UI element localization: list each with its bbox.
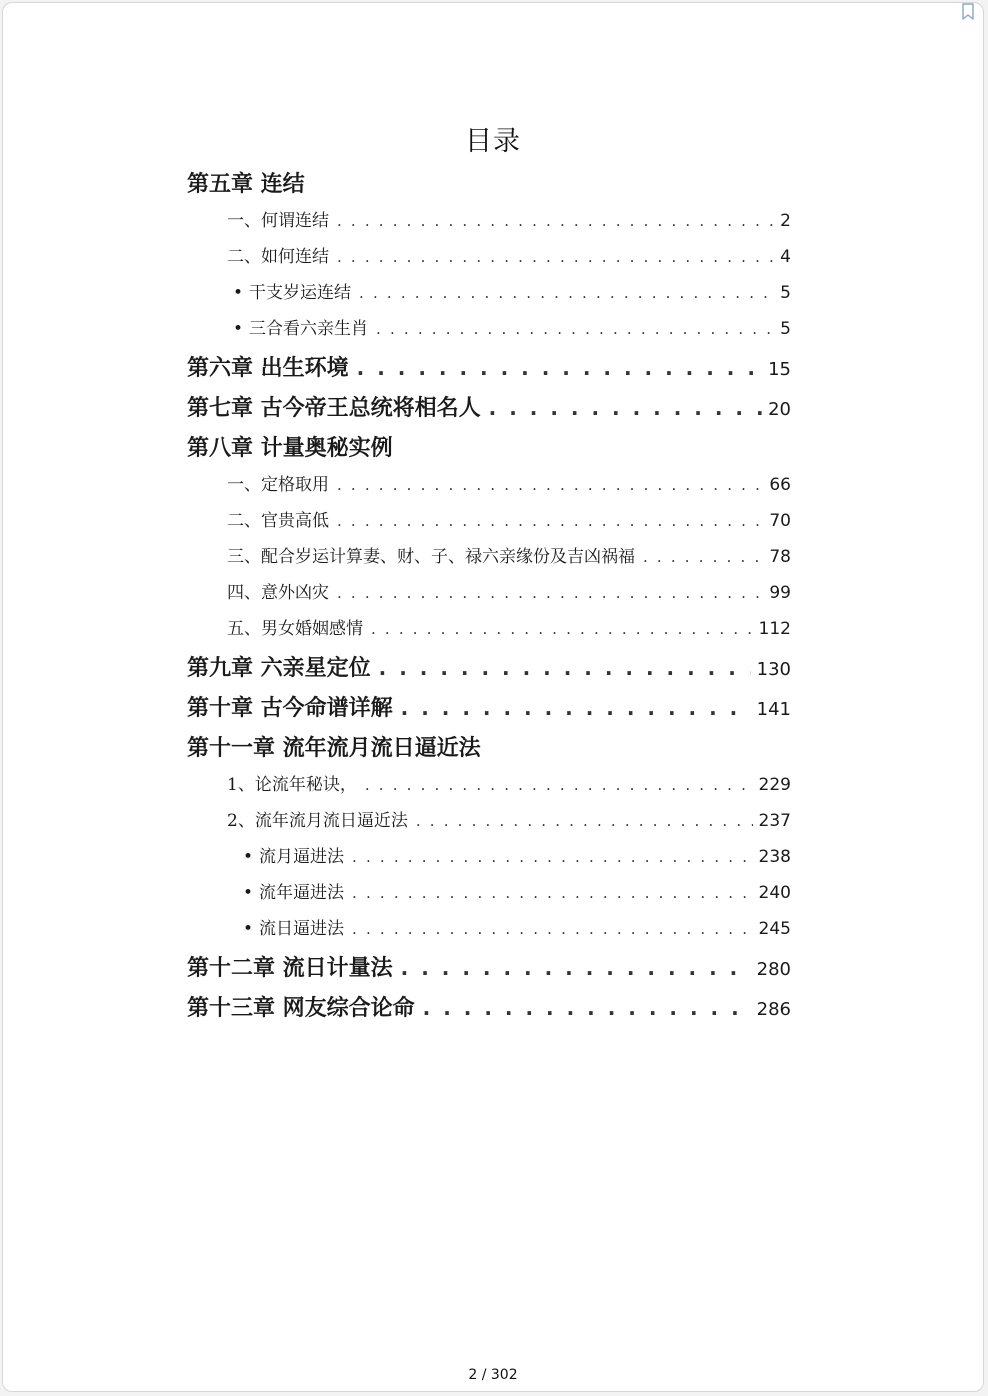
toc-page-number: 130 bbox=[756, 659, 791, 680]
toc-chapter[interactable] bbox=[187, 431, 791, 462]
toc-entry-text: 四、意外凶灾 bbox=[227, 583, 329, 603]
toc-entry-label bbox=[187, 351, 349, 382]
toc-page-number: 15 bbox=[768, 359, 791, 380]
dot-leader bbox=[337, 248, 774, 266]
toc-page-number: 141 bbox=[756, 699, 791, 720]
toc-entry-label bbox=[227, 542, 635, 567]
toc-entry-label bbox=[187, 691, 393, 722]
toc-entry-text: 二、如何连结 bbox=[227, 247, 329, 267]
toc-entry-text: 第五章 连结 bbox=[187, 172, 305, 197]
dot-leader bbox=[337, 212, 774, 230]
toc-page-number: 245 bbox=[758, 919, 791, 939]
bullet-icon: • bbox=[243, 847, 254, 867]
toc-entry-label bbox=[243, 914, 344, 939]
toc-entry-text: 一、定格取用 bbox=[227, 475, 329, 495]
toc-entry-text: 第六章 出生环境 bbox=[187, 356, 349, 381]
bookmark-icon[interactable] bbox=[961, 3, 975, 21]
dot-leader bbox=[423, 996, 751, 1020]
toc-entry-text: 一、何谓连结 bbox=[227, 211, 329, 231]
toc-entry-label bbox=[227, 614, 363, 639]
toc-entry-label bbox=[243, 878, 344, 903]
toc-page-number: 229 bbox=[758, 775, 791, 795]
toc-chapter[interactable] bbox=[187, 391, 791, 422]
dot-leader bbox=[376, 320, 774, 338]
toc-chapter[interactable] bbox=[187, 691, 791, 722]
toc-subitem[interactable] bbox=[233, 314, 791, 339]
toc-page-number: 66 bbox=[769, 475, 791, 495]
toc-entry-text: 第十二章 流日计量法 bbox=[187, 956, 393, 981]
toc-section[interactable] bbox=[227, 806, 791, 831]
toc-entry-label bbox=[227, 770, 357, 795]
dot-leader bbox=[352, 884, 753, 902]
toc-page-number: 78 bbox=[769, 547, 791, 567]
toc-entry-label bbox=[227, 206, 329, 231]
toc-entry-text: 第八章 计量奥秘实例 bbox=[187, 436, 393, 461]
dot-leader bbox=[359, 284, 774, 302]
toc-entry-text: 流年逼进法 bbox=[259, 883, 345, 903]
toc-entry-text: 干支岁运连结 bbox=[249, 283, 352, 303]
toc-entry-label bbox=[187, 431, 393, 462]
dot-leader bbox=[337, 584, 763, 602]
toc-chapter[interactable] bbox=[187, 731, 791, 762]
toc-section[interactable] bbox=[227, 506, 791, 531]
toc-section[interactable] bbox=[227, 614, 791, 639]
toc-page-number: 5 bbox=[780, 283, 791, 303]
toc-section[interactable] bbox=[227, 578, 791, 603]
toc-entry-text: 流月逼进法 bbox=[259, 847, 345, 867]
toc-chapter[interactable] bbox=[187, 991, 791, 1022]
dot-leader bbox=[365, 776, 753, 794]
toc-section[interactable] bbox=[227, 542, 791, 567]
toc-chapter[interactable] bbox=[187, 167, 791, 198]
toc-subitem[interactable] bbox=[243, 914, 791, 939]
toc-entry-text: 第九章 六亲星定位 bbox=[187, 656, 371, 681]
toc-chapter[interactable] bbox=[187, 351, 791, 382]
toc-title: 目录 bbox=[465, 126, 521, 157]
toc-entry-label bbox=[227, 242, 329, 267]
dot-leader bbox=[337, 476, 763, 494]
toc-entry-text: 二、官贵高低 bbox=[227, 511, 329, 531]
toc-entry-label bbox=[187, 391, 481, 422]
table-of-contents bbox=[187, 3, 791, 1203]
dot-leader bbox=[337, 512, 763, 530]
document-page bbox=[2, 2, 984, 1392]
toc-entry-text: 五、男女婚姻感情 bbox=[227, 619, 363, 639]
dot-leader bbox=[352, 920, 753, 938]
toc-entry-text: 2、流年流月流日逼近法 bbox=[227, 811, 408, 831]
toc-page-number: 2 bbox=[780, 211, 791, 231]
toc-page-number: 238 bbox=[758, 847, 791, 867]
bullet-icon: • bbox=[233, 319, 244, 339]
toc-chapter[interactable] bbox=[187, 651, 791, 682]
toc-entry-label bbox=[187, 951, 393, 982]
toc-page-number: 280 bbox=[756, 959, 791, 980]
toc-entry-text: 第十三章 网友综合论命 bbox=[187, 996, 415, 1021]
dot-leader bbox=[401, 956, 751, 980]
toc-entry-label bbox=[233, 314, 368, 339]
toc-entry-text: 第七章 古今帝王总统将相名人 bbox=[187, 396, 481, 421]
toc-entry-label bbox=[227, 506, 329, 531]
toc-subitem[interactable] bbox=[233, 278, 791, 303]
dot-leader bbox=[643, 548, 763, 566]
toc-page-number: 112 bbox=[758, 619, 791, 639]
toc-entry-text: 三合看六亲生肖 bbox=[249, 319, 369, 339]
toc-page-number: 4 bbox=[780, 247, 791, 267]
toc-entry-label bbox=[227, 806, 408, 831]
toc-page-number: 20 bbox=[768, 399, 791, 420]
toc-chapter[interactable] bbox=[187, 951, 791, 982]
toc-subitem[interactable] bbox=[243, 878, 791, 903]
dot-leader bbox=[379, 656, 751, 680]
toc-section[interactable] bbox=[227, 242, 791, 267]
toc-entry-label bbox=[187, 991, 415, 1022]
toc-entry-text: 流日逼进法 bbox=[259, 919, 345, 939]
dot-leader bbox=[416, 812, 753, 830]
bullet-icon: • bbox=[243, 883, 254, 903]
dot-leader bbox=[357, 356, 762, 380]
toc-entry-label bbox=[187, 731, 481, 762]
toc-entry-label bbox=[227, 578, 329, 603]
toc-page-number: 286 bbox=[756, 999, 791, 1020]
toc-page-number: 99 bbox=[769, 583, 791, 603]
toc-entry-text: 1、论流年秘诀， bbox=[227, 775, 357, 795]
dot-leader bbox=[352, 848, 753, 866]
toc-entry-text: 三、配合岁运计算妻、财、子、禄六亲缘份及吉凶祸福 bbox=[227, 547, 635, 567]
toc-section[interactable] bbox=[227, 470, 791, 495]
bullet-icon: • bbox=[243, 919, 254, 939]
toc-page-number: 5 bbox=[780, 319, 791, 339]
toc-entry-text: 第十一章 流年流月流日逼近法 bbox=[187, 736, 481, 761]
toc-entry-label bbox=[227, 470, 329, 495]
bullet-icon: • bbox=[233, 283, 244, 303]
toc-section[interactable] bbox=[227, 206, 791, 231]
dot-leader bbox=[371, 620, 753, 638]
toc-page-number: 70 bbox=[769, 511, 791, 531]
toc-subitem[interactable] bbox=[243, 842, 791, 867]
toc-page-number: 240 bbox=[758, 883, 791, 903]
dot-leader bbox=[401, 696, 751, 720]
toc-section[interactable] bbox=[227, 770, 791, 795]
toc-entry-label bbox=[187, 651, 371, 682]
page-indicator: 2 / 302 bbox=[468, 1367, 518, 1383]
dot-leader bbox=[489, 396, 762, 420]
toc-entry-label bbox=[187, 167, 305, 198]
toc-entry-label bbox=[243, 842, 344, 867]
toc-entry-label bbox=[233, 278, 351, 303]
toc-entry-text: 第十章 古今命谱详解 bbox=[187, 696, 393, 721]
toc-page-number: 237 bbox=[758, 811, 791, 831]
